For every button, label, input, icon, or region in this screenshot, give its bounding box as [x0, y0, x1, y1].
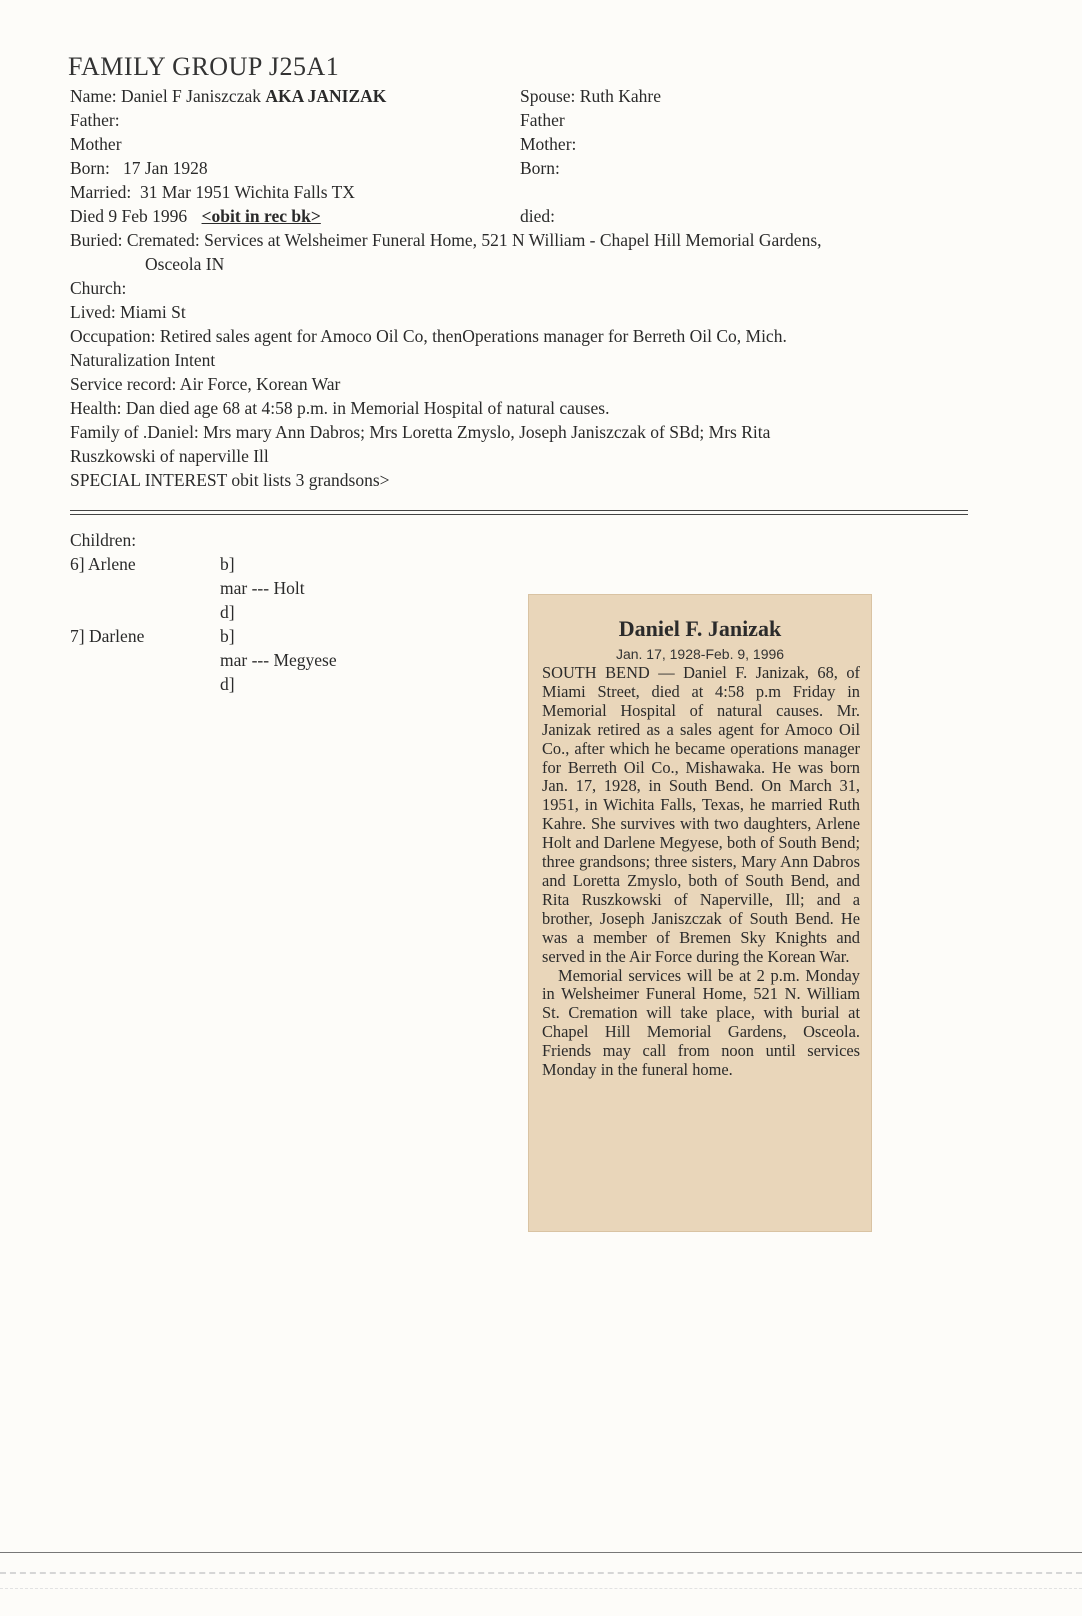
children-label: Children:: [70, 530, 137, 550]
child-died: d]: [220, 674, 235, 694]
lived-line: Lived: Miami St: [70, 302, 186, 322]
buried-line-2: Osceola IN: [145, 254, 225, 274]
died-line: [70, 204, 321, 228]
child-born: b]: [220, 626, 235, 646]
mother-label: Mother: [70, 134, 122, 154]
health-line: Health: Dan died age 68 at 4:58 p.m. in Memorial Hospital of natural causes.: [70, 398, 610, 418]
child-died: d]: [220, 602, 235, 622]
page-perforation: [0, 1572, 1082, 1574]
married-line: [70, 180, 355, 204]
child-name: 6] Arlene: [70, 554, 136, 574]
name-label: Name:: [70, 86, 117, 106]
child-born: b]: [220, 554, 235, 574]
child-married: mar --- Holt: [220, 578, 305, 598]
clipping-body: [542, 664, 860, 1080]
church-label: Church:: [70, 278, 127, 298]
naturalization-line: Naturalization Intent: [70, 350, 216, 370]
name-aka: AKA JANIZAK: [265, 86, 387, 106]
died-value: 9 Feb 1996: [108, 206, 188, 226]
family-line: Family of .Daniel: Mrs mary Ann Dabros; Mrs Loretta Zmyslo, Joseph Janiszczak of SBd; Mrs Rita: [70, 422, 771, 442]
obit-link[interactable]: <obit in rec bk>: [201, 206, 321, 226]
occupation-line: Occupation: Retired sales agent for Amoco Oil Co, thenOperations manager for Berreth Oil Co, Mich.: [70, 326, 787, 346]
clipping-paragraph: SOUTH BEND — Daniel F. Janizak, 68, of Miami Street, died at 4:58 p.m Friday in Memorial Hospital of natural causes. Mr. Janizak retired as a sales agent for Amoco Oil Co., after which he became operations manager for Berreth Oil Co., Mishawaka. He was born Jan. 17, 1928, in South Bend. On March 31, 1951, in Wichita Falls, Texas, he married Ruth Kahre. She survives with two daughters, Arlene Holt and Darlene Megyese, both of South Bend; three grandsons; three sisters, Mary Ann Dabros and Loretta Zmyslo, both of South Bend, and Rita Ruszkowski of Naperville, Ill; and a brother, Joseph Janiszczak of South Bend. He was a member of Bremen Sky Knights and served in the Air Force during the Korean War.: [542, 663, 860, 966]
buried-line: Buried: Cremated: Services at Welsheimer Funeral Home, 521 N William - Chapel Hill Memorial Gardens,: [70, 230, 822, 250]
born-value: 17 Jan 1928: [123, 158, 208, 178]
married-value: 31 Mar 1951 Wichita Falls TX: [139, 182, 355, 202]
spouse-born-label: Born:: [520, 158, 560, 178]
born-label: Born:: [70, 158, 110, 178]
born-line: [70, 156, 208, 180]
service-line: Service record: Air Force, Korean War: [70, 374, 341, 394]
clipping-headline: Daniel F. Janizak: [618, 616, 782, 641]
died-label: Died: [70, 206, 105, 226]
clipping-dates: Jan. 17, 1928-Feb. 9, 1996: [615, 646, 785, 662]
spouse-mother-label: Mother:: [520, 134, 577, 154]
family-line-2: Ruszkowski of naperville Ill: [70, 446, 269, 466]
child-name: 7] Darlene: [70, 626, 145, 646]
section-divider: [70, 510, 968, 515]
child-married: mar --- Megyese: [220, 650, 337, 670]
page-title: FAMILY GROUP J25A1: [68, 52, 340, 81]
married-label: Married:: [70, 182, 132, 202]
page-bottom-edge: [0, 1552, 1082, 1553]
special-interest-line: SPECIAL INTEREST obit lists 3 grandsons>: [70, 470, 390, 490]
father-label: Father:: [70, 110, 120, 130]
spouse-died-label: died:: [520, 206, 555, 226]
name-line: [70, 84, 386, 108]
clipping-paragraph: Memorial services will be at 2 p.m. Monday in Welsheimer Funeral Home, 521 N. William St. Cremation will take place, with burial at Chapel Hill Memorial Gardens, Osceola. Friends may call from noon until services Monday in the funeral home.: [542, 965, 860, 1080]
spouse-father-label: Father: [520, 110, 565, 130]
name-value: Daniel F Janiszczak: [121, 86, 261, 106]
obituary-clipping: [528, 594, 872, 1232]
spouse-line: Spouse: Ruth Kahre: [520, 86, 661, 106]
page-perforation: [0, 1588, 1082, 1589]
